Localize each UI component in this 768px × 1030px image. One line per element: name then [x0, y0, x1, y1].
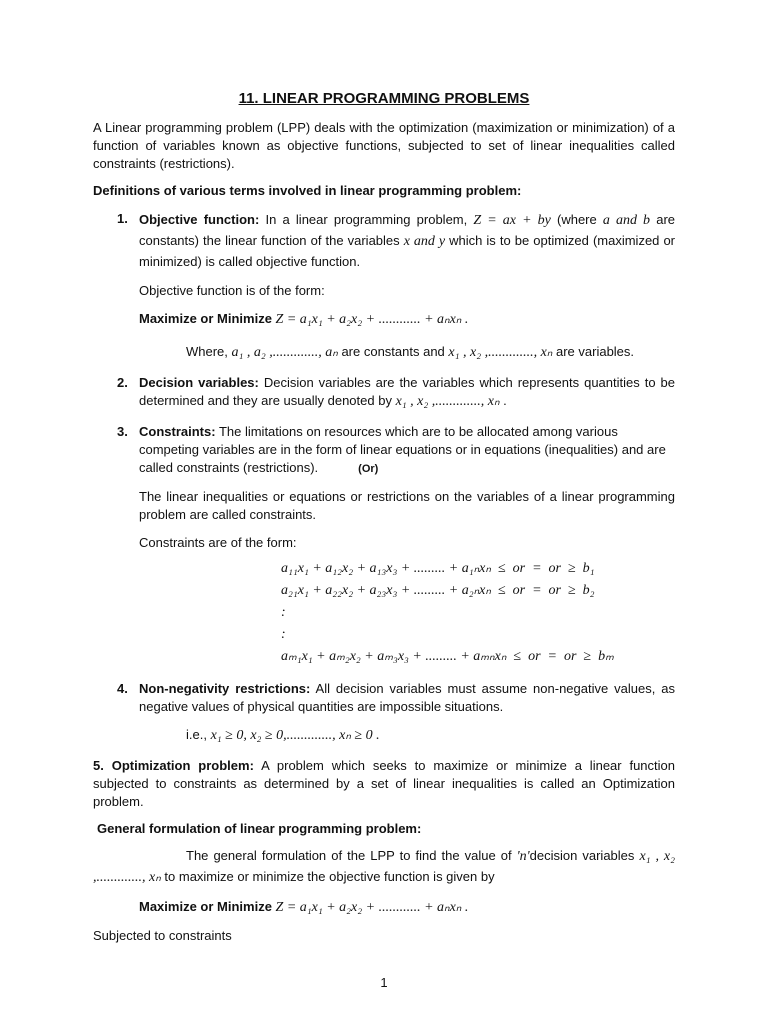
decision-variables-item [93, 374, 675, 411]
intro-paragraph: A Linear programming problem (LPP) deals with the optimization (maximization or minimization) of a function of variables known as objective functions, subjected to set of linear inequalities called constraints (restrictions). [93, 120, 675, 171]
constraint-equation: aₘ₁x₁ + aₘ₂x₂ + aₘ₃x₃ + ......... + aₘₙxₙ ≤ or = or ≥ bₘ [281, 649, 614, 664]
non-negativity-item [93, 680, 675, 745]
math: Z = a₁x₁ + a₂x₂ + ............ + aₙxₙ . [275, 900, 469, 915]
item-number: 1. [117, 211, 128, 226]
term: 5. Optimization problem: [93, 758, 254, 773]
page-title: 11. LINEAR PROGRAMMING PROBLEMS [238, 90, 530, 107]
form-label: Constraints are of the form: [139, 535, 297, 550]
text: i.e., [186, 727, 211, 742]
math: x₁ , x₂ ,............., xₙ [395, 394, 500, 409]
subjected-label: Subjected to constraints [93, 928, 232, 943]
label: Maximize or Minimize [139, 311, 276, 326]
math: x₁ , x₂ ,............., xₙ [448, 345, 553, 360]
text: . [499, 393, 507, 408]
ellipsis-colon: : [281, 605, 286, 620]
text: decision variables [529, 848, 635, 863]
page-number: 1 [380, 975, 388, 990]
text: All decision variables must assume non-negative values, as negative values of physical quantities are impossible situations. [139, 681, 675, 714]
constraint-equations [93, 558, 675, 668]
constraint-equation: a₁₁x₁ + a₁₂x₂ + a₁₃x₃ + ......... + a₁ₙxₙ ≤ or = or ≥ b₁ [281, 561, 595, 576]
text: to maximize or minimize the objective function is given by [160, 869, 495, 884]
ie-line [139, 726, 675, 745]
text: A problem which seeks to maximize or minimize a linear function subjected to constraints as determined by a set of linear inequalities is called an Optimization problem. [93, 758, 676, 809]
term: Non-negativity restrictions: [139, 681, 311, 696]
text: The limitations on resources which are to be allocated among various competing variables are in the form of linear equations or in equations (inequalities) and are called constraints (restrictions). [139, 424, 666, 475]
math: a₁ , a₂ ,............., aₙ [231, 345, 338, 360]
math: x and y [403, 234, 446, 249]
math: x₁ , x₂ ,............., xₙ [93, 849, 675, 885]
item-number: 4. [117, 681, 128, 696]
non-negativity-definition [139, 680, 675, 716]
math: Z = a₁x₁ + a₂x₂ + ............ + aₙxₙ . [275, 312, 469, 327]
constraints-paragraph: The linear inequalities or equations or restrictions on the variables of a linear programming problem are called constraints. [139, 489, 675, 522]
text: which is to be optimized (maximized or minimized) is called objective function. [139, 233, 676, 269]
item-number: 2. [117, 375, 128, 390]
text: are variables. [552, 344, 635, 359]
maximize-line [93, 898, 675, 917]
term: Decision variables: [139, 375, 259, 390]
text: The general formulation of the LPP to find the value of [186, 848, 517, 863]
math: x₁ ≥ 0, x₂ ≥ 0,............., xₙ ≥ 0 . [210, 728, 380, 743]
constraints-definition [139, 423, 675, 478]
text: In a linear programming problem, [259, 212, 474, 227]
math: a and b [602, 213, 651, 228]
term: Objective function: [139, 212, 260, 227]
text: (where [550, 212, 603, 227]
decision-variables-definition [139, 374, 675, 411]
objective-function-definition [139, 210, 675, 272]
form-label: Objective function is of the form: [139, 283, 325, 298]
text: are constants and [337, 344, 449, 359]
or-label: (Or) [358, 463, 379, 475]
text: Decision variables are the variables which represents quantities to be determined and they are usually denoted by [139, 375, 676, 408]
optimization-problem-definition [93, 757, 675, 811]
general-heading: General formulation of linear programming problem: [97, 821, 422, 836]
maximize-line [139, 310, 675, 329]
text: Where, [186, 344, 232, 359]
label: Maximize or Minimize [139, 899, 276, 914]
where-line [139, 343, 675, 362]
general-paragraph [93, 846, 675, 888]
ellipsis-colon: : [281, 627, 286, 642]
definitions-heading: Definitions of various terms involved in linear programming problem: [93, 183, 522, 198]
item-number: 3. [117, 424, 128, 439]
text: are constants) the linear function of the variables [139, 212, 676, 248]
math: Z = ax + by [473, 213, 551, 228]
objective-function-item [93, 210, 675, 362]
term: Constraints: [139, 424, 216, 439]
constraint-equation: a₂₁x₁ + a₂₂x₂ + a₂₃x₃ + ......... + a₂ₙxₙ ≤ or = or ≥ b₂ [281, 583, 595, 598]
math: 'n' [516, 849, 530, 864]
constraints-item [93, 423, 675, 668]
